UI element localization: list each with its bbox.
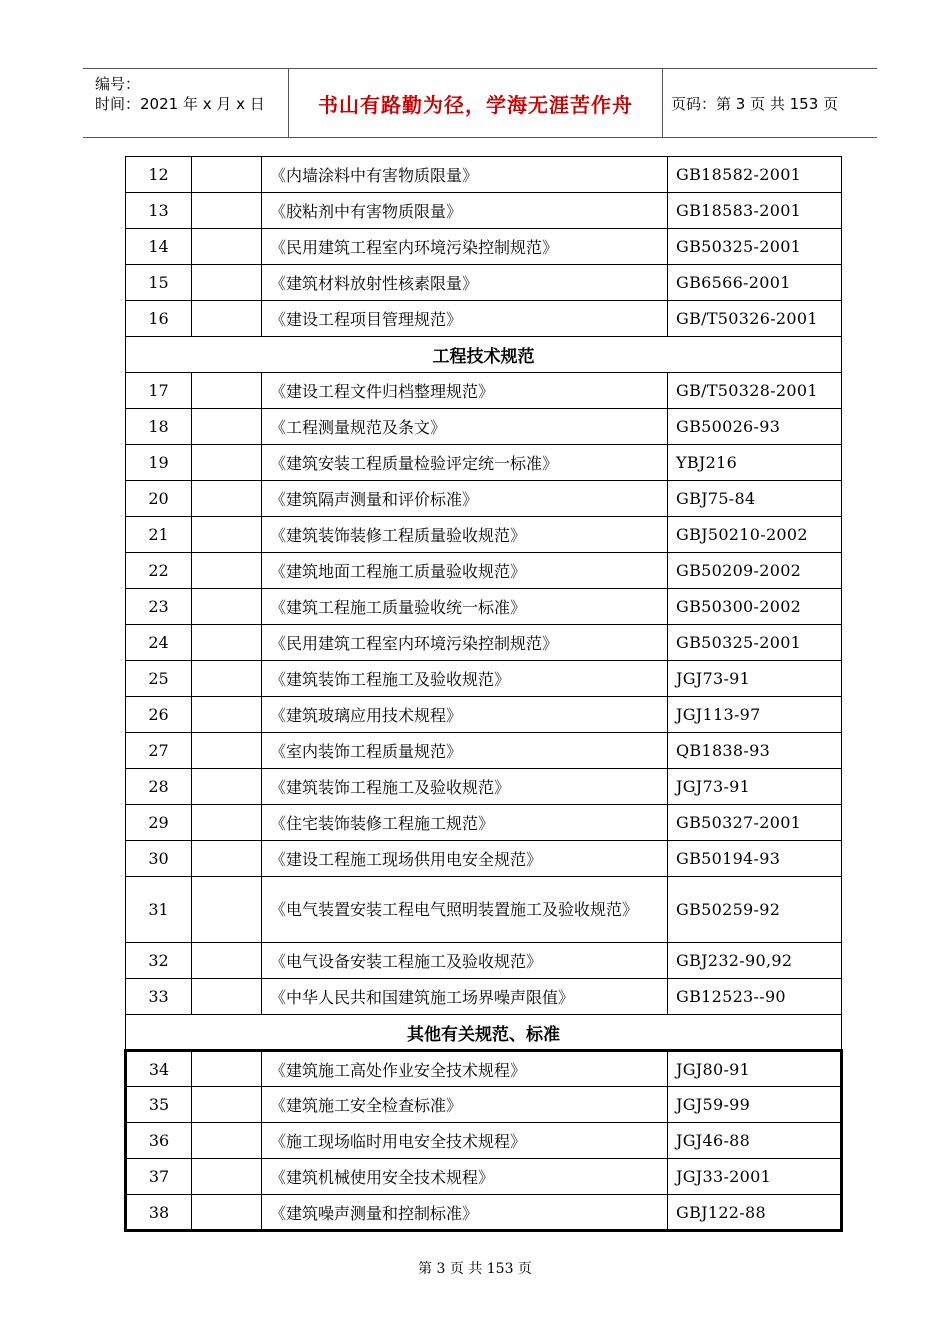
table-row [126, 301, 842, 337]
row-number: 20 [126, 481, 192, 517]
standard-code: GB/T50326-2001 [668, 301, 842, 337]
row-number: 26 [126, 697, 192, 733]
standard-code: QB1838-93 [668, 733, 842, 769]
standard-code: GB50327-2001 [668, 805, 842, 841]
table-row [126, 697, 842, 733]
number-label: 编号： [95, 75, 141, 93]
row-number: 14 [126, 229, 192, 265]
standard-code: GBJ232-90,92 [668, 943, 842, 979]
standard-code: GB50325-2001 [668, 625, 842, 661]
row-blank-cell [192, 625, 262, 661]
table-row [126, 1123, 842, 1159]
row-blank-cell [192, 481, 262, 517]
standard-name: 《民用建筑工程室内环境污染控制规范》 [262, 229, 668, 265]
standard-name: 《建筑装饰工程施工及验收规范》 [262, 661, 668, 697]
row-blank-cell [192, 769, 262, 805]
standard-code: GB18582-2001 [668, 157, 842, 193]
page-header [83, 68, 877, 138]
table-row [126, 553, 842, 589]
standard-name: 《建筑玻璃应用技术规程》 [262, 697, 668, 733]
standard-name: 《建设工程施工现场供用电安全规范》 [262, 841, 668, 877]
table-row [126, 589, 842, 625]
row-blank-cell [192, 157, 262, 193]
table-row [126, 1195, 842, 1231]
standard-code: JGJ33-2001 [668, 1159, 842, 1195]
row-blank-cell [192, 517, 262, 553]
table-row [126, 661, 842, 697]
standard-name: 《中华人民共和国建筑施工场界噪声限值》 [262, 979, 668, 1015]
table-row [126, 1159, 842, 1195]
time-label: 时间：2021 年 x 月 x 日 [95, 95, 265, 113]
table-row [126, 481, 842, 517]
row-number: 32 [126, 943, 192, 979]
standard-name: 《建设工程文件归档整理规范》 [262, 373, 668, 409]
row-number: 30 [126, 841, 192, 877]
table-row [126, 943, 842, 979]
standard-name: 《建筑材料放射性核素限量》 [262, 265, 668, 301]
standard-code: GBJ75-84 [668, 481, 842, 517]
table-row [126, 445, 842, 481]
standard-code: GB12523--90 [668, 979, 842, 1015]
row-blank-cell [192, 409, 262, 445]
row-number: 27 [126, 733, 192, 769]
standard-code: GB18583-2001 [668, 193, 842, 229]
row-blank-cell [192, 1051, 262, 1087]
section-heading: 其他有关规范、标准 [126, 1015, 842, 1051]
standard-code: JGJ59-99 [668, 1087, 842, 1123]
standard-code: JGJ73-91 [668, 661, 842, 697]
row-blank-cell [192, 1087, 262, 1123]
row-number: 25 [126, 661, 192, 697]
row-number: 16 [126, 301, 192, 337]
table-row [126, 409, 842, 445]
standard-name: 《建设工程项目管理规范》 [262, 301, 668, 337]
row-number: 22 [126, 553, 192, 589]
standard-code: JGJ113-97 [668, 697, 842, 733]
row-blank-cell [192, 445, 262, 481]
standard-name: 《建筑施工安全检查标准》 [262, 1087, 668, 1123]
standard-name: 《胶粘剂中有害物质限量》 [262, 193, 668, 229]
standard-name: 《民用建筑工程室内环境污染控制规范》 [262, 625, 668, 661]
standard-name: 《工程测量规范及条文》 [262, 409, 668, 445]
row-blank-cell [192, 193, 262, 229]
standard-code: JGJ73-91 [668, 769, 842, 805]
row-number: 29 [126, 805, 192, 841]
standard-name: 《电气装置安装工程电气照明装置施工及验收规范》 [262, 877, 668, 943]
row-number: 15 [126, 265, 192, 301]
header-page-cell [661, 69, 877, 137]
standard-name: 《内墙涂料中有害物质限量》 [262, 157, 668, 193]
row-blank-cell [192, 589, 262, 625]
standard-name: 《建筑安装工程质量检验评定统一标准》 [262, 445, 668, 481]
row-number: 23 [126, 589, 192, 625]
row-number: 24 [126, 625, 192, 661]
section-heading: 工程技术规范 [126, 337, 842, 373]
row-number: 17 [126, 373, 192, 409]
header-page-info: 页码：第 3 页 共 153 页 [671, 94, 839, 113]
standard-code: GB/T50328-2001 [668, 373, 842, 409]
table-row [126, 373, 842, 409]
standard-code: GB50325-2001 [668, 229, 842, 265]
table-row [126, 625, 842, 661]
row-blank-cell [192, 553, 262, 589]
page-footer: 第 3 页 共 153 页 [418, 1261, 532, 1277]
row-blank-cell [192, 301, 262, 337]
row-number: 36 [126, 1123, 192, 1159]
table-row [126, 1087, 842, 1123]
standard-code: GB50300-2002 [668, 589, 842, 625]
row-number: 13 [126, 193, 192, 229]
standard-code: GB50194-93 [668, 841, 842, 877]
standard-code: JGJ80-91 [668, 1051, 842, 1087]
row-number: 19 [126, 445, 192, 481]
standard-code: GB50209-2002 [668, 553, 842, 589]
header-meta [83, 69, 288, 137]
table-row [126, 193, 842, 229]
row-blank-cell [192, 943, 262, 979]
row-blank-cell [192, 979, 262, 1015]
table-row [126, 805, 842, 841]
standard-name: 《施工现场临时用电安全技术规程》 [262, 1123, 668, 1159]
table-row [126, 517, 842, 553]
row-number: 34 [126, 1051, 192, 1087]
table-row [126, 229, 842, 265]
standard-name: 《建筑机械使用安全技术规程》 [262, 1159, 668, 1195]
table-row [126, 1051, 842, 1087]
table-row [126, 157, 842, 193]
row-number: 21 [126, 517, 192, 553]
header-motto: 书山有路勤为径，学海无涯苦作舟 [318, 92, 633, 117]
row-blank-cell [192, 661, 262, 697]
standard-name: 《建筑装饰装修工程质量验收规范》 [262, 517, 668, 553]
row-number: 12 [126, 157, 192, 193]
standard-name: 《室内装饰工程质量规范》 [262, 733, 668, 769]
standard-name: 《建筑噪声测量和控制标准》 [262, 1195, 668, 1231]
table-row [126, 265, 842, 301]
row-blank-cell [192, 373, 262, 409]
standard-code: GBJ50210-2002 [668, 517, 842, 553]
header-motto-cell [288, 69, 663, 137]
standards-table [124, 156, 843, 1232]
standard-code: GBJ122-88 [668, 1195, 842, 1231]
row-blank-cell [192, 805, 262, 841]
row-blank-cell [192, 697, 262, 733]
row-number: 38 [126, 1195, 192, 1231]
row-number: 28 [126, 769, 192, 805]
standard-code: GB50026-93 [668, 409, 842, 445]
table-row [126, 841, 842, 877]
standard-code: JGJ46-88 [668, 1123, 842, 1159]
standard-code: GB50259-92 [668, 877, 842, 943]
section-heading-row [126, 337, 842, 373]
standard-name: 《建筑隔声测量和评价标准》 [262, 481, 668, 517]
row-blank-cell [192, 1123, 262, 1159]
standard-name: 《建筑装饰工程施工及验收规范》 [262, 769, 668, 805]
standard-name: 《电气设备安装工程施工及验收规范》 [262, 943, 668, 979]
row-blank-cell [192, 733, 262, 769]
row-blank-cell [192, 841, 262, 877]
table-row [126, 769, 842, 805]
row-number: 37 [126, 1159, 192, 1195]
standard-name: 《建筑施工高处作业安全技术规程》 [262, 1051, 668, 1087]
standard-name: 《建筑工程施工质量验收统一标准》 [262, 589, 668, 625]
row-number: 33 [126, 979, 192, 1015]
standard-name: 《建筑地面工程施工质量验收规范》 [262, 553, 668, 589]
standard-code: GB6566-2001 [668, 265, 842, 301]
row-number: 35 [126, 1087, 192, 1123]
standard-code: YBJ216 [668, 445, 842, 481]
standard-name: 《住宅装饰装修工程施工规范》 [262, 805, 668, 841]
row-blank-cell [192, 877, 262, 943]
row-number: 31 [126, 877, 192, 943]
table-row [126, 877, 842, 943]
table-row [126, 979, 842, 1015]
row-blank-cell [192, 229, 262, 265]
standards-table-body [126, 157, 842, 1231]
row-blank-cell [192, 265, 262, 301]
section-heading-row [126, 1015, 842, 1051]
row-blank-cell [192, 1195, 262, 1231]
row-blank-cell [192, 1159, 262, 1195]
row-number: 18 [126, 409, 192, 445]
table-row [126, 733, 842, 769]
